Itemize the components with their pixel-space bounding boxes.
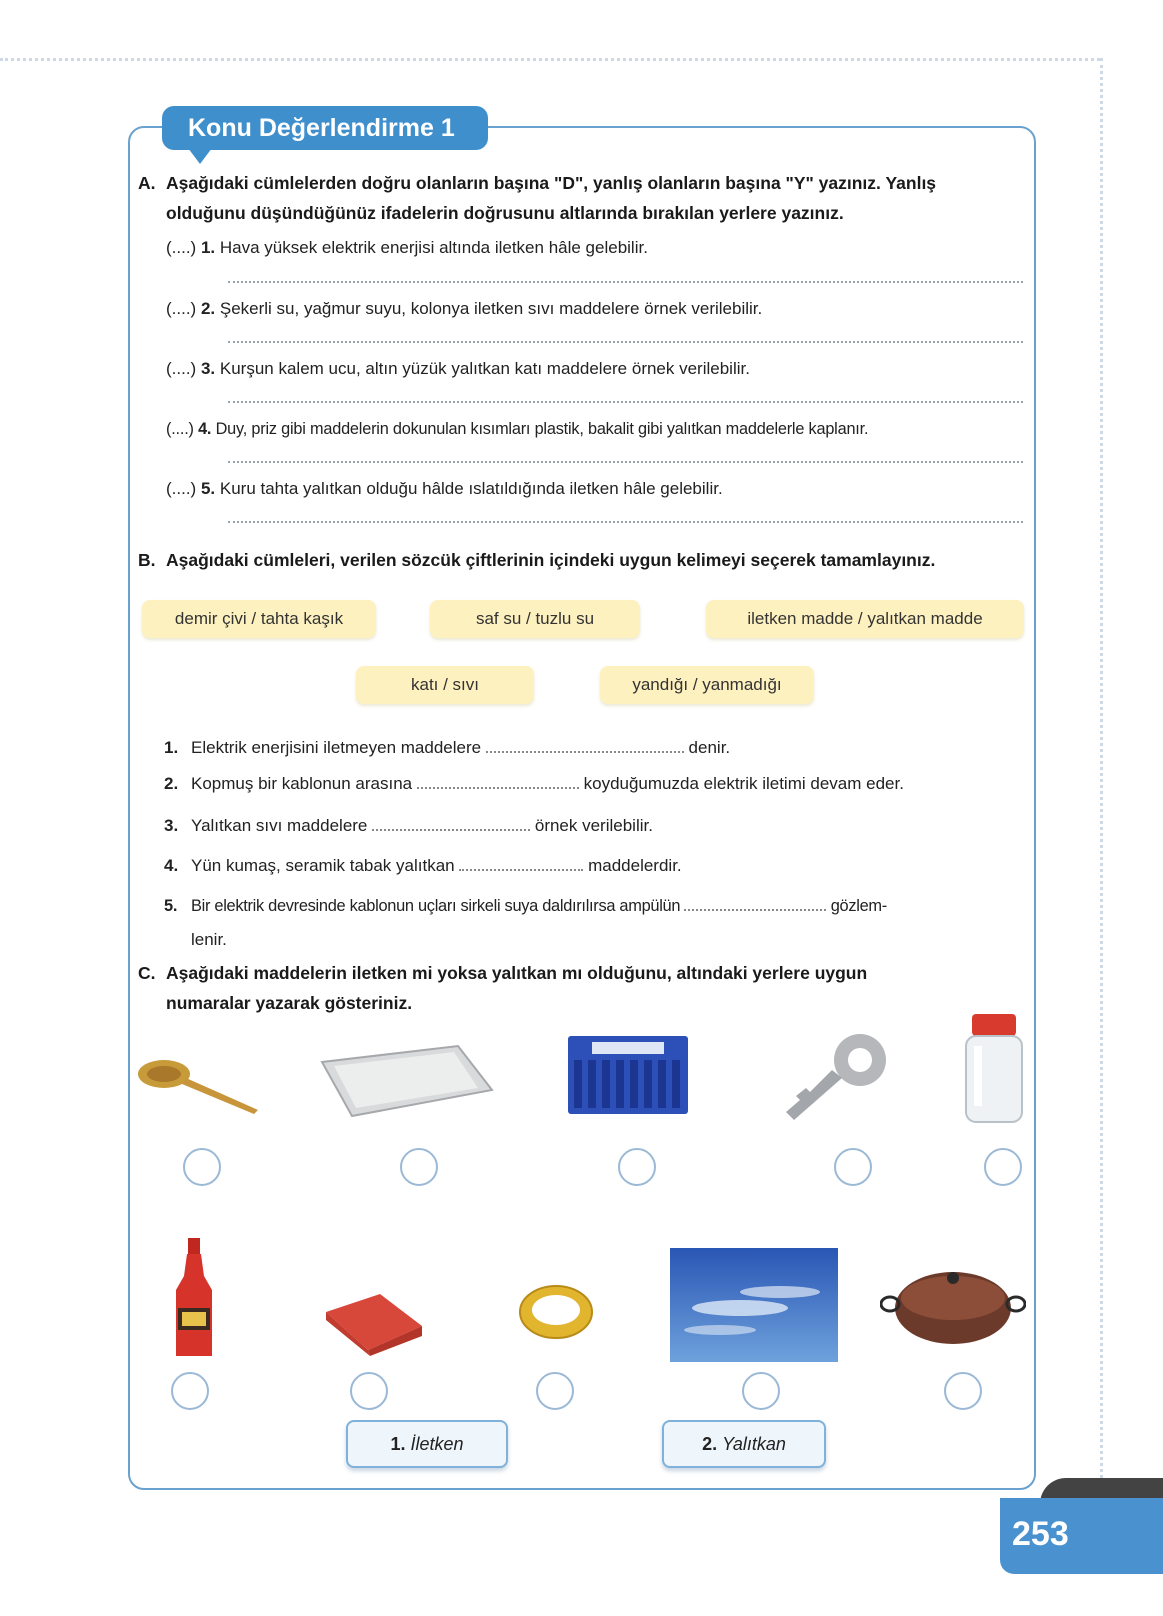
- fill-blank[interactable]: [417, 773, 579, 789]
- section-a-instruction-line2: olduğunu düşündüğünüz ifadelerin doğrusunu altlarında bırakılan yerlere yazınız.: [166, 203, 844, 223]
- statement-4: [166, 417, 868, 441]
- item-number: 2.: [164, 774, 179, 793]
- eraser-image: [322, 1290, 426, 1356]
- page-number: 253: [1012, 1515, 1069, 1553]
- statement-text: Hava yüksek elektrik enerjisi altında iletken hâle gelebilir.: [219, 238, 648, 257]
- fill-blank[interactable]: [459, 855, 583, 871]
- statement-text: Kuru tahta yalıtkan olduğu hâlde ıslatıldığında iletken hâle gelebilir.: [219, 479, 723, 498]
- answer-circle-sky[interactable]: [742, 1372, 780, 1410]
- section-a-letter: A.: [138, 173, 156, 193]
- answer-blank[interactable]: (....): [166, 299, 197, 318]
- completion-item-1: [164, 736, 730, 760]
- section-b-letter: B.: [138, 550, 156, 570]
- statement-number: 2.: [200, 299, 216, 318]
- section-a-instruction-line1: Aşağıdaki cümlelerden doğru olanların başına "D", yanlış olanların başına "Y" yazınız. Yanlış: [166, 173, 937, 193]
- answer-circle-jar[interactable]: [984, 1148, 1022, 1186]
- fill-blank[interactable]: [486, 737, 684, 753]
- item-text: örnek verilebilir.: [534, 816, 653, 835]
- statement-text: Şekerli su, yağmur suyu, kolonya iletken sıvı maddelere örnek verilebilir.: [219, 299, 763, 318]
- statement-text: Kurşun kalem ucu, altın yüzük yalıtkan katı maddelere örnek verilebilir.: [219, 359, 750, 378]
- right-dotted-border: [1100, 58, 1103, 1478]
- statement-1: [166, 236, 648, 260]
- section-b-heading: [138, 545, 935, 575]
- word-pair-2: saf su / tuzlu su: [430, 600, 640, 638]
- completion-item-5: [164, 894, 887, 918]
- answer-circle-spoon[interactable]: [183, 1148, 221, 1186]
- legend-conductor: [346, 1420, 508, 1468]
- item-text: koyduğumuzda elektrik iletimi devam eder.: [583, 774, 904, 793]
- answer-line-5[interactable]: [228, 521, 1023, 523]
- item-text: Bir elektrik devresinde kablonun uçları sirkeli suya daldırılırsa ampülün: [191, 897, 681, 915]
- legend-label: İletken: [410, 1434, 464, 1454]
- statement-3: [166, 357, 750, 381]
- section-title: Konu Değerlendirme 1: [162, 106, 488, 150]
- answer-circle-bottle[interactable]: [171, 1372, 209, 1410]
- answer-line-3[interactable]: [228, 401, 1023, 403]
- vinegar-bottle-image: [172, 1236, 216, 1360]
- glass-jar-image: [962, 1008, 1026, 1126]
- completion-item-4: [164, 854, 682, 878]
- completion-item-5-continued: lenir.: [191, 930, 227, 949]
- item-number: 1.: [164, 738, 179, 757]
- metal-tray-image: [318, 1042, 494, 1120]
- answer-circle-key[interactable]: [834, 1148, 872, 1186]
- answer-blank[interactable]: (....): [166, 238, 197, 257]
- section-b-instruction: Aşağıdaki cümleleri, verilen sözcük çiftlerinin içindeki uygun kelimeyi seçerek tamamlayınız.: [166, 550, 936, 570]
- item-text: gözlem-: [830, 897, 887, 915]
- word-pair-3: iletken madde / yalıtkan madde: [706, 600, 1024, 638]
- section-a-heading: [138, 168, 936, 228]
- item-text: denir.: [688, 738, 731, 757]
- answer-blank[interactable]: (....): [166, 359, 197, 378]
- answer-circle-pot[interactable]: [944, 1372, 982, 1410]
- answer-line-4[interactable]: [228, 461, 1023, 463]
- statement-text: Duy, priz gibi maddelerin dokunulan kısımları plastik, bakalit gibi yalıtkan maddelerle kaplanır.: [215, 420, 869, 438]
- cooking-pot-image: [880, 1268, 1026, 1354]
- word-pair-4: katı / sıvı: [356, 666, 534, 704]
- item-text: Yalıtkan sıvı maddelere: [191, 816, 368, 835]
- statement-number: 3.: [200, 359, 216, 378]
- item-number: 3.: [164, 816, 179, 835]
- completion-item-3: [164, 814, 653, 838]
- statement-number: 1.: [200, 238, 216, 257]
- section-c-instruction-line1: Aşağıdaki maddelerin iletken mi yoksa yalıtkan mı olduğunu, altındaki yerlere uygun: [166, 963, 868, 983]
- answer-line-1[interactable]: [228, 281, 1023, 283]
- sky-image: [670, 1248, 838, 1362]
- answer-line-2[interactable]: [228, 341, 1023, 343]
- statement-number: 4.: [198, 420, 212, 438]
- gold-ring-image: [516, 1280, 596, 1344]
- item-text: Elektrik enerjisini iletmeyen maddelere: [191, 738, 482, 757]
- top-dotted-border: [0, 58, 1100, 61]
- title-pointer: [188, 148, 212, 164]
- section-c-heading: [138, 958, 867, 1018]
- item-number: 5.: [164, 897, 178, 915]
- word-pair-5: yandığı / yanmadığı: [600, 666, 814, 704]
- legend-number: 2.: [702, 1434, 718, 1454]
- legend-label: Yalıtkan: [722, 1434, 786, 1454]
- word-pair-1: demir çivi / tahta kaşık: [142, 600, 376, 638]
- item-text: Kopmuş bir kablonun arasına: [191, 774, 413, 793]
- legend-insulator: [662, 1420, 826, 1468]
- plastic-crate-image: [566, 1030, 690, 1116]
- completion-item-2: [164, 772, 904, 796]
- statement-number: 5.: [200, 479, 216, 498]
- wooden-spoon-image: [136, 1052, 262, 1116]
- fill-blank[interactable]: [684, 895, 826, 911]
- answer-blank[interactable]: (....): [166, 420, 194, 438]
- answer-circle-crate[interactable]: [618, 1148, 656, 1186]
- answer-circle-eraser[interactable]: [350, 1372, 388, 1410]
- answer-circle-tray[interactable]: [400, 1148, 438, 1186]
- key-image: [780, 1030, 892, 1128]
- item-text: Yün kumaş, seramik tabak yalıtkan: [191, 856, 455, 875]
- statement-5: [166, 477, 723, 501]
- statement-2: [166, 297, 762, 321]
- item-text: maddelerdir.: [588, 856, 682, 875]
- item-number: 4.: [164, 856, 179, 875]
- legend-number: 1.: [390, 1434, 406, 1454]
- fill-blank[interactable]: [372, 815, 530, 831]
- section-c-instruction-line2: numaralar yazarak gösteriniz.: [166, 993, 413, 1013]
- answer-circle-ring[interactable]: [536, 1372, 574, 1410]
- section-c-letter: C.: [138, 963, 156, 983]
- answer-blank[interactable]: (....): [166, 479, 197, 498]
